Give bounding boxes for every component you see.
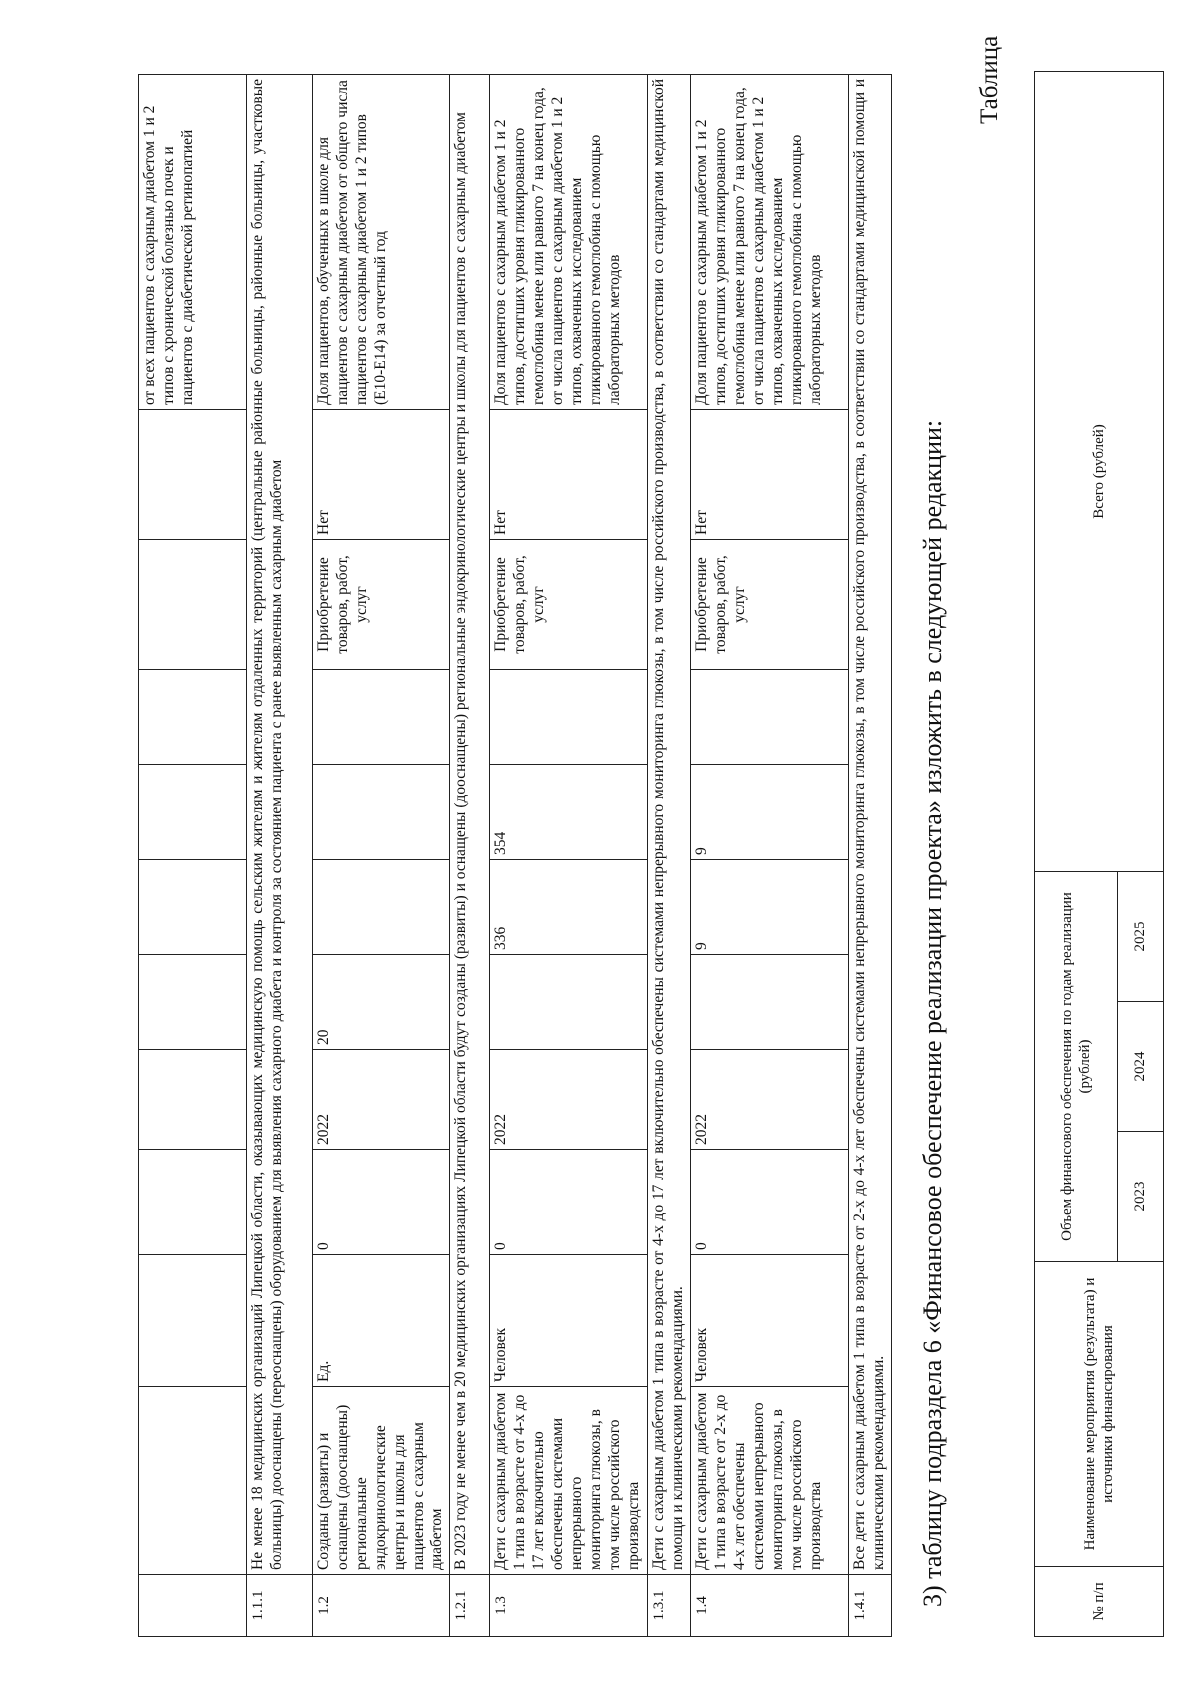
header-year-2023: 2023	[1117, 1132, 1163, 1262]
cell-value: 354	[490, 765, 648, 860]
cell-base-year: 2022	[490, 1050, 648, 1150]
header-year-2024: 2024	[1117, 1002, 1163, 1132]
cell-empty	[139, 860, 247, 955]
cell-value	[691, 670, 849, 765]
table-row-span	[450, 75, 490, 1637]
row-number: 1.1.1	[247, 1575, 313, 1637]
cell-empty	[139, 765, 247, 860]
financing-table	[1034, 71, 1164, 1637]
table-row-span	[247, 75, 313, 1637]
cell-value	[490, 955, 648, 1050]
table-row	[313, 75, 450, 1637]
cell-empty	[139, 540, 247, 670]
cell-base-year: 2022	[313, 1050, 450, 1150]
cell-value: 9	[691, 860, 849, 955]
cell-indicator-description: Доля пациентов с сахарным диабетом 1 и 2 типов, достигших уровня гликированного гемоглобина менее или равного 7 на конец года, от числа пациентов с сахарным диабетом 1 и 2 типов, охваченных исследованием гликированного гемоглобина с помощью лабораторных методов	[490, 75, 648, 410]
cell-value: 9	[691, 765, 849, 860]
table-row	[691, 75, 849, 1637]
header-year-2025: 2025	[1117, 872, 1163, 1002]
cell-result-name: Дети с сахарным диабетом 1 типа в возрасте от 2-х до 4-х лет обеспечены системами непрерывного мониторинга глюкозы, в том числе российского производства	[691, 1387, 849, 1575]
cell-flag: Нет	[691, 410, 849, 540]
table-row-span	[849, 75, 892, 1637]
cell-flag: Нет	[490, 410, 648, 540]
header-total: Всего (рублей)	[1035, 72, 1164, 872]
cell-result-type: Приобретение товаров, работ, услуг	[313, 540, 450, 670]
cell-result-type: Приобретение товаров, работ, услуг	[691, 540, 849, 670]
cell-value: 336	[490, 860, 648, 955]
table-row	[490, 75, 648, 1637]
table-label: Таблица	[976, 35, 1003, 124]
row-number: 1.2	[313, 1575, 450, 1637]
results-table	[138, 74, 892, 1637]
cell-value	[490, 670, 648, 765]
header-volume: Объем финансового обеспечения по годам реализации (рублей)	[1035, 872, 1118, 1262]
cell-value	[313, 860, 450, 955]
cell-value	[313, 670, 450, 765]
cell-unit: Ед.	[313, 1255, 450, 1387]
cell-unit: Человек	[691, 1255, 849, 1387]
row-number: 1.4.1	[849, 1575, 892, 1637]
cell-empty	[139, 1255, 247, 1387]
cell-empty	[139, 955, 247, 1050]
row-span-text: В 2023 году не менее чем в 20 медицинских организациях Липецкой области будут созданы (развиты) и оснащены (дооснащены) региональные эндокринологические центры и школы для пациентов с сахарным диабетом	[450, 75, 490, 1575]
cell-value	[313, 765, 450, 860]
cell-empty	[139, 1387, 247, 1575]
cell-result-name: Дети с сахарным диабетом 1 типа в возрасте от 4-х до 17 лет включительно обеспечены системами непрерывного мониторинга глюкозы, в том числе российского производства	[490, 1387, 648, 1575]
row-span-text: Все дети с сахарным диабетом 1 типа в возрасте от 2-х до 4-х лет обеспечены системами непрерывного мониторинга глюкозы, в том числе российского производства, в соответствии со стандартами медицинской помощи и клиническими рекомендациями.	[849, 75, 892, 1575]
cell-flag: Нет	[313, 410, 450, 540]
row-number: 1.2.1	[450, 1575, 490, 1637]
header-name: Наименование мероприятия (результата) и источники финансирования	[1035, 1262, 1164, 1567]
cell-base-value: 0	[691, 1150, 849, 1255]
header-num: № п/п	[1035, 1567, 1164, 1637]
cell-empty	[139, 410, 247, 540]
cell-value	[691, 955, 849, 1050]
cell-unit: Человек	[490, 1255, 648, 1387]
section-heading: 3) таблицу подраздела 6 «Финансовое обеспечение реализации проекта» изложить в следующей редакции:	[918, 419, 947, 1607]
cell-indicator-description: от всех пациентов с сахарным диабетом 1 и 2 типов с хронической болезнью почек и пациентов с диабетической ретинопатией	[139, 75, 247, 410]
cell-empty	[139, 670, 247, 765]
cell-base-value: 0	[313, 1150, 450, 1255]
cell-empty	[139, 1575, 247, 1637]
row-number: 1.3.1	[648, 1575, 691, 1637]
row-span-text: Не менее 18 медицинских организаций Липецкой области, оказывающих медицинскую помощь сельским жителям и жителям отдаленных территорий (центральные районные больницы, районные больницы, участковые больницы) дооснащены (переоснащены) оборудованием для выявления сахарного диабета и контроля за состоянием пациента с ранее выявленным сахарным диабетом	[247, 75, 313, 1575]
cell-value: 20	[313, 955, 450, 1050]
cell-base-value: 0	[490, 1150, 648, 1255]
cell-result-type: Приобретение товаров, работ, услуг	[490, 540, 648, 670]
row-span-text: Дети с сахарным диабетом 1 типа в возрасте от 4-х до 17 лет включительно обеспечены системами непрерывного мониторинга глюкозы, в том числе российского производства, в соответствии со стандартами медицинской помощи и клиническими рекомендациями.	[648, 75, 691, 1575]
cell-result-name: Созданы (развиты) и оснащены (дооснащены) региональные эндокринологические центры и школы для пациентов с сахарным диабетом	[313, 1387, 450, 1575]
cell-base-year: 2022	[691, 1050, 849, 1150]
cell-empty	[139, 1150, 247, 1255]
table-row-span	[648, 75, 691, 1637]
cell-indicator-description: Доля пациентов, обученных в школе для пациентов с сахарным диабетом от общего числа пациентов с сахарным диабетом 1 и 2 типов (E10-E14) за отчетный год	[313, 75, 450, 410]
row-number: 1.4	[691, 1575, 849, 1637]
financing-header-row	[1035, 72, 1118, 1637]
row-number: 1.3	[490, 1575, 648, 1637]
cell-indicator-description: Доля пациентов с сахарным диабетом 1 и 2 типов, достигших уровня гликированного гемоглобина менее или равного 7 на конец года, от числа пациентов с сахарным диабетом 1 и 2 типов, охваченных исследованием гликированного гемоглобина с помощью лабораторных методов	[691, 75, 849, 410]
table-row-continued	[139, 75, 247, 1637]
cell-empty	[139, 1050, 247, 1150]
